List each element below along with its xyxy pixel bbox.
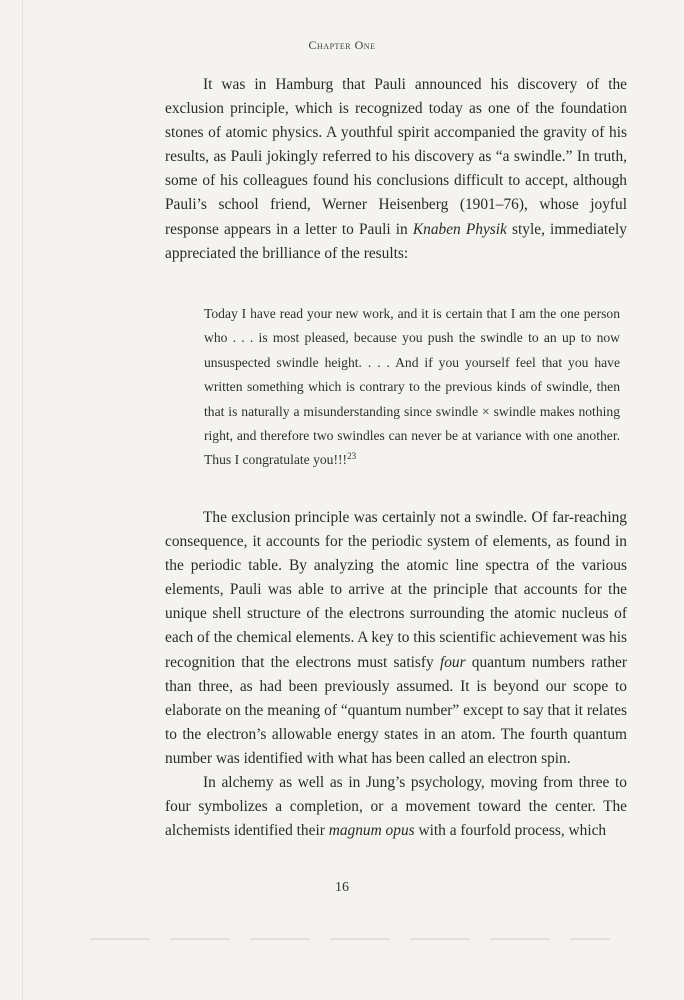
- paragraph-1-part-a: It was in Hamburg that Pauli announced his discovery of the exclusion principle, which is recognized today as one of the foundation stones of atomic physics. A youthful spirit accompanied the gravity of his results, as Pauli jokingly referred to his discovery as “a swindle.” In truth, some of his colleagues found his conclusions difficult to accept, although Pauli’s school friend, Werner Heisenberg (1901–76), whose joyful response appears in a letter to Pauli in: [165, 76, 627, 238]
- paragraph-3-text: [165, 771, 627, 843]
- paragraph-3-italic: magnum opus: [328, 822, 415, 840]
- paragraph-1: [165, 73, 627, 266]
- block-quote: [204, 302, 620, 473]
- block-quote-body: Today I have read your new work, and it is certain that I am the one person who . . . is most pleased, because you push the swindle to an up to now unsuspected swindle height. . . . And if you yourself feel that you have written something which is contrary to the previous kinds of swindle, then that is naturally a misunderstanding since swindle × swindle makes nothing right, and therefore two swindles can never be at variance with one another. Thus I congratulate you!!!: [204, 306, 620, 468]
- scan-artifact-line: [90, 938, 610, 940]
- paragraph-1-text: [165, 73, 627, 266]
- paragraph-2-and-3: [165, 506, 627, 843]
- paragraph-1-part-b: style, immediately appreciated the brilliance of the results:: [165, 220, 627, 262]
- page-spine-shadow: [22, 0, 23, 1000]
- running-header: Chapter One: [308, 38, 376, 52]
- paragraph-3-part-b: with a fourfold process, which: [414, 822, 607, 840]
- page-number: 16: [335, 880, 349, 895]
- paragraph-2-italic: four: [439, 653, 466, 671]
- paragraph-2-part-a: The exclusion principle was certainly not a swindle. Of far-reaching consequence, it accounts for the periodic system of elements, as found in the periodic table. By analyzing the atomic line spectra of the various elements, Pauli was able to arrive at the principle that accounts for the unique shell structure of the electrons surrounding the atomic nucleus of each of the chemical elements. A key to this scientific achievement was his recognition that the electrons must satisfy: [165, 509, 627, 671]
- paragraph-3-part-a: In alchemy as well as in Jung’s psychology, moving from three to four symbolizes a completion, or a movement toward the center. The alchemists identified their: [165, 774, 627, 840]
- paragraph-1-italic: Knaben Physik: [412, 220, 507, 238]
- footnote-marker: 23: [347, 451, 357, 462]
- paragraph-2-text: [165, 506, 627, 771]
- paragraph-2-part-b: quantum numbers rather than three, as had been previously assumed. It is beyond our scope to elaborate on the meaning of “quantum number” except to say that it relates to the electron’s allowable energy states in an atom. The fourth quantum number was identified with what has been called an electron spin.: [165, 653, 627, 767]
- block-quote-text: [204, 302, 620, 473]
